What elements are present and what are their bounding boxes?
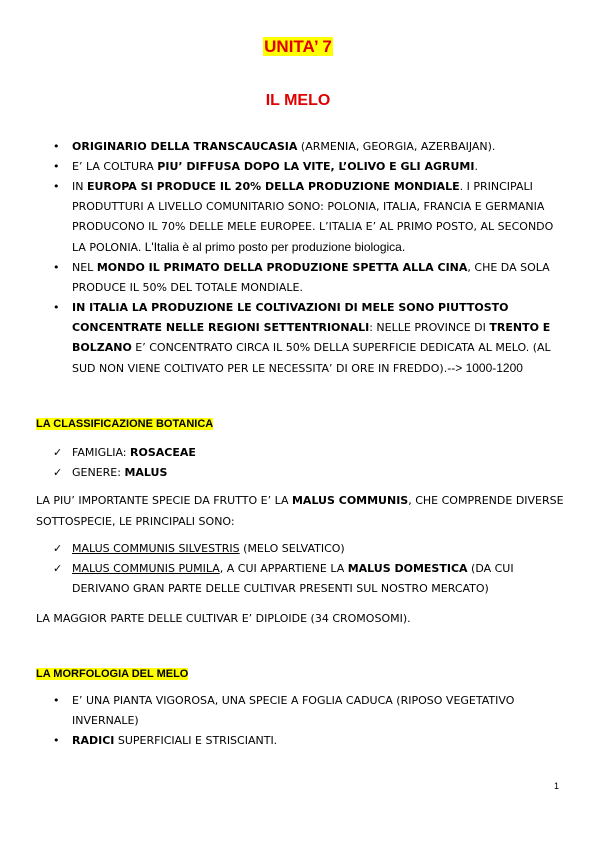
check-icon: ✓ bbox=[53, 562, 63, 575]
check-icon: ✓ bbox=[53, 542, 63, 555]
list-item: ✓ MALUS COMMUNIS SILVESTRIS (MELO SELVATICO) bbox=[36, 539, 566, 559]
subspecies-list bbox=[36, 539, 566, 599]
list-item: • E’ UNA PIANTA VIGOROSA, UNA SPECIE A FOGLIA CADUCA (RIPOSO VEGETATIVO INVERNALE) bbox=[36, 691, 566, 731]
list-item: • E’ LA COLTURA PIU’ DIFFUSA DOPO LA VITE, L’OLIVO E GLI AGRUMI. bbox=[36, 157, 566, 177]
classification-heading: LA CLASSIFICAZIONE BOTANICA bbox=[36, 418, 214, 430]
subject-title: IL MELO bbox=[265, 92, 331, 109]
list-item: ✓ MALUS COMMUNIS PUMILA, A CUI APPARTIENE LA MALUS DOMESTICA (DA CUI DERIVANO GRAN PARTE DELLE CULTIVAR PRESENTI SUL NOSTRO MERCATO) bbox=[36, 559, 566, 599]
classification-list bbox=[36, 443, 566, 483]
list-item: • IN EUROPA SI PRODUCE IL 20% DELLA PRODUZIONE MONDIALE. I PRINCIPALI PRODUTTURI A LIVELLO COMUNITARIO SONO: POLONIA, ITALIA, FRANCIA E GERMANIA PRODUCONO IL 70% DELLE MELE EUROPEE. L’ITALIA E’ AL PRIMO POSTO, AL SECONDO LA POLONIA. L'Italia è al primo posto per produzione biologica. bbox=[36, 177, 566, 258]
list-item: ✓ FAMIGLIA: ROSACEAE bbox=[36, 443, 566, 463]
morphology-heading: LA MORFOLOGIA DEL MELO bbox=[36, 668, 189, 680]
bullet-icon: • bbox=[53, 734, 60, 747]
list-item: ✓ GENERE: MALUS bbox=[36, 463, 566, 483]
morphology-list bbox=[36, 691, 566, 751]
check-icon: ✓ bbox=[53, 466, 63, 479]
bullet-icon: • bbox=[53, 180, 60, 193]
bullet-icon: • bbox=[53, 301, 60, 314]
bullet-icon: • bbox=[53, 694, 60, 707]
bullet-icon: • bbox=[53, 261, 60, 274]
list-item: • IN ITALIA LA PRODUZIONE LE COLTIVAZIONI DI MELE SONO PIUTTOSTO CONCENTRATE NELLE REGIONI SETTENTRIONALI: NELLE PROVINCE DI TRENTO E BOLZANO E’ CONCENTRATO CIRCA IL 50% DELLA SUPERFICIE DEDICATA AL MELO. (AL SUD NON VIENE COLTIVATO PER LE NECESSITA’ DI ORE IN FREDDO).--> 1000-1200 bbox=[36, 298, 566, 379]
list-item: • NEL MONDO IL PRIMATO DELLA PRODUZIONE SPETTA ALLA CINA, CHE DA SOLA PRODUCE IL 50% DEL TOTALE MONDIALE. bbox=[36, 258, 566, 298]
list-item: • RADICI SUPERFICIALI E STRISCIANTI. bbox=[36, 731, 566, 751]
unit-title: UNITA’ 7 bbox=[264, 37, 332, 56]
page-number: 1 bbox=[554, 781, 560, 791]
bullet-icon: • bbox=[53, 160, 60, 173]
intro-list bbox=[36, 137, 566, 379]
check-icon: ✓ bbox=[53, 446, 63, 459]
bullet-icon: • bbox=[53, 140, 60, 153]
diploid-paragraph: LA MAGGIOR PARTE DELLE CULTIVAR E’ DIPLOIDE (34 CROMOSOMI). bbox=[36, 612, 411, 625]
species-paragraph: LA PIU’ IMPORTANTE SPECIE DA FRUTTO E’ LA MALUS COMMUNIS, CHE COMPRENDE DIVERSE SOTTOSPECIE, LE PRINCIPALI SONO: bbox=[36, 494, 564, 528]
list-item: • ORIGINARIO DELLA TRANSCAUCASIA (ARMENIA, GEORGIA, AZERBAIJAN). bbox=[36, 137, 566, 157]
